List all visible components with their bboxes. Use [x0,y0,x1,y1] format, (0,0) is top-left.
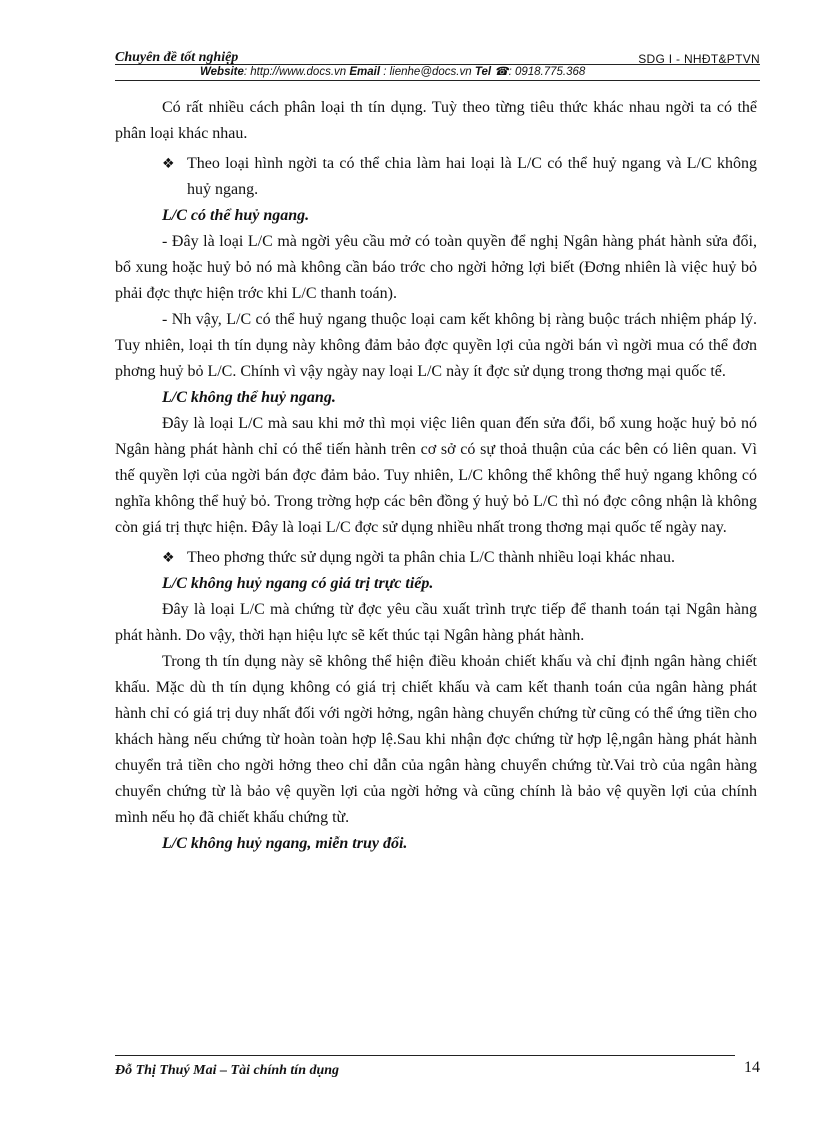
bullet-text: Theo loại hình ngời ta có thể chia làm hai loại là L/C có thể huỷ ngang và L/C không huỷ ngang. [187,155,757,198]
website-url[interactable]: : http://www.docs.vn [243,66,347,78]
footer-author: Đỗ Thị Thuý Mai – Tài chính tín dụng [115,1063,340,1078]
section-heading: L/C có thể huỷ ngang. [162,207,310,224]
tel-value: : 0918.775.368 [508,66,586,78]
website-label: Website [200,66,244,78]
paragraph: Đây là loại L/C mà sau khi mở thì mọi việc liên quan đến sửa đổi, bổ xung hoặc huỷ bỏ nó Ngân hàng phát hành chỉ có thể tiến hành trên cơ sở có sự thoả thuận của các bên có liên quan. Vì thế quyền lợi của ngời bán đợc đảm bảo. Tuy nhiên, L/C không thể không thể huỷ ngang không có nghĩa không thể huỷ bỏ. Trong trờng hợp các bên đồng ý huỷ bỏ L/C thì nó đợc công nhận là không còn giá trị thực hiện. Đây là loại L/C đợc sử dụng nhiều nhất trong thơng mại quốc tế ngày nay. [115,415,757,536]
page-body [115,95,757,857]
header-code: SDG I - NHĐT&PTVN [638,52,760,66]
bullet-text: Theo phơng thức sử dụng ngời ta phân chia L/C thành nhiều loại khác nhau. [187,549,675,566]
header-contact [200,64,585,78]
bullet-item [115,545,757,571]
phone-icon: ☎ [494,66,509,78]
page-number: 14 [744,1059,760,1076]
diamond-bullet-icon: ❖ [162,550,175,566]
footer-divider [115,1055,735,1056]
page-footer [115,1055,760,1077]
email-label: Email [349,66,381,78]
bullet-item [115,151,757,203]
paragraph: - Nh vậy, L/C có thể huỷ ngang thuộc loại cam kết không bị ràng buộc trách nhiệm pháp lý. Tuy nhiên, loại th tín dụng này không đảm bảo đợc quyền lợi của ngời bán vì ngời mua có thể đơn phơng huỷ bỏ L/C. Chính vì vậy ngày nay loại L/C này ít đợc sử dụng trong thơng mại quốc tế. [115,311,757,380]
page-header [115,50,760,81]
paragraph: Có rất nhiều cách phân loại th tín dụng. Tuỳ theo từng tiêu thức khác nhau ngời ta có thể phân loại khác nhau. [115,99,757,142]
section-heading: L/C không huỷ ngang có giá trị trực tiếp. [162,575,434,592]
header-title: Chuyên đề tốt nghiệp [115,50,239,65]
section-heading: L/C không huỷ ngang, miễn truy đổi. [162,835,408,852]
section-heading: L/C không thể huỷ ngang. [162,389,336,406]
diamond-bullet-icon: ❖ [162,156,175,172]
paragraph: Trong th tín dụng này sẽ không thể hiện điều khoản chiết khấu và chỉ định ngân hàng chiết khấu. Mặc dù th tín dụng không có giá trị chiết khấu và cam kết thanh toán của ngân hàng phát hành chỉ có giá trị duy nhất đối với ngời hởng, ngân hàng chuyển chứng từ cũng có thể ứng tiền cho khách hàng nếu chứng từ hoàn toàn hợp lệ.Sau khi nhận đợc chứng từ hợp lệ,ngân hàng phát hành chuyển trả tiền cho ngời hởng theo chỉ dẫn của ngân hàng chuyển chứng từ.Vai trò của ngân hàng chuyển chứng từ là bảo vệ quyền lợi của ngời hởng và cũng chính là bảo vệ quyền lợi của chính mình nếu họ đã chiết khấu chứng từ. [115,653,757,826]
paragraph: - Đây là loại L/C mà ngời yêu cầu mở có toàn quyền để nghị Ngân hàng phát hành sửa đổi, bổ xung hoặc huỷ bỏ nó mà không cần báo trớc cho ngời hởng lợi biết (Đơng nhiên là việc huỷ bỏ phải đợc thực hiện trớc khi L/C thanh toán). [115,233,757,302]
paragraph: Đây là loại L/C mà chứng từ đợc yêu cầu xuất trình trực tiếp để thanh toán tại Ngân hàng phát hành. Do vậy, thời hạn hiệu lực sẽ kết thúc tại Ngân hàng phát hành. [115,601,757,644]
email-value[interactable]: : lienhe@docs.vn [380,66,472,78]
tel-label: Tel [474,66,492,78]
